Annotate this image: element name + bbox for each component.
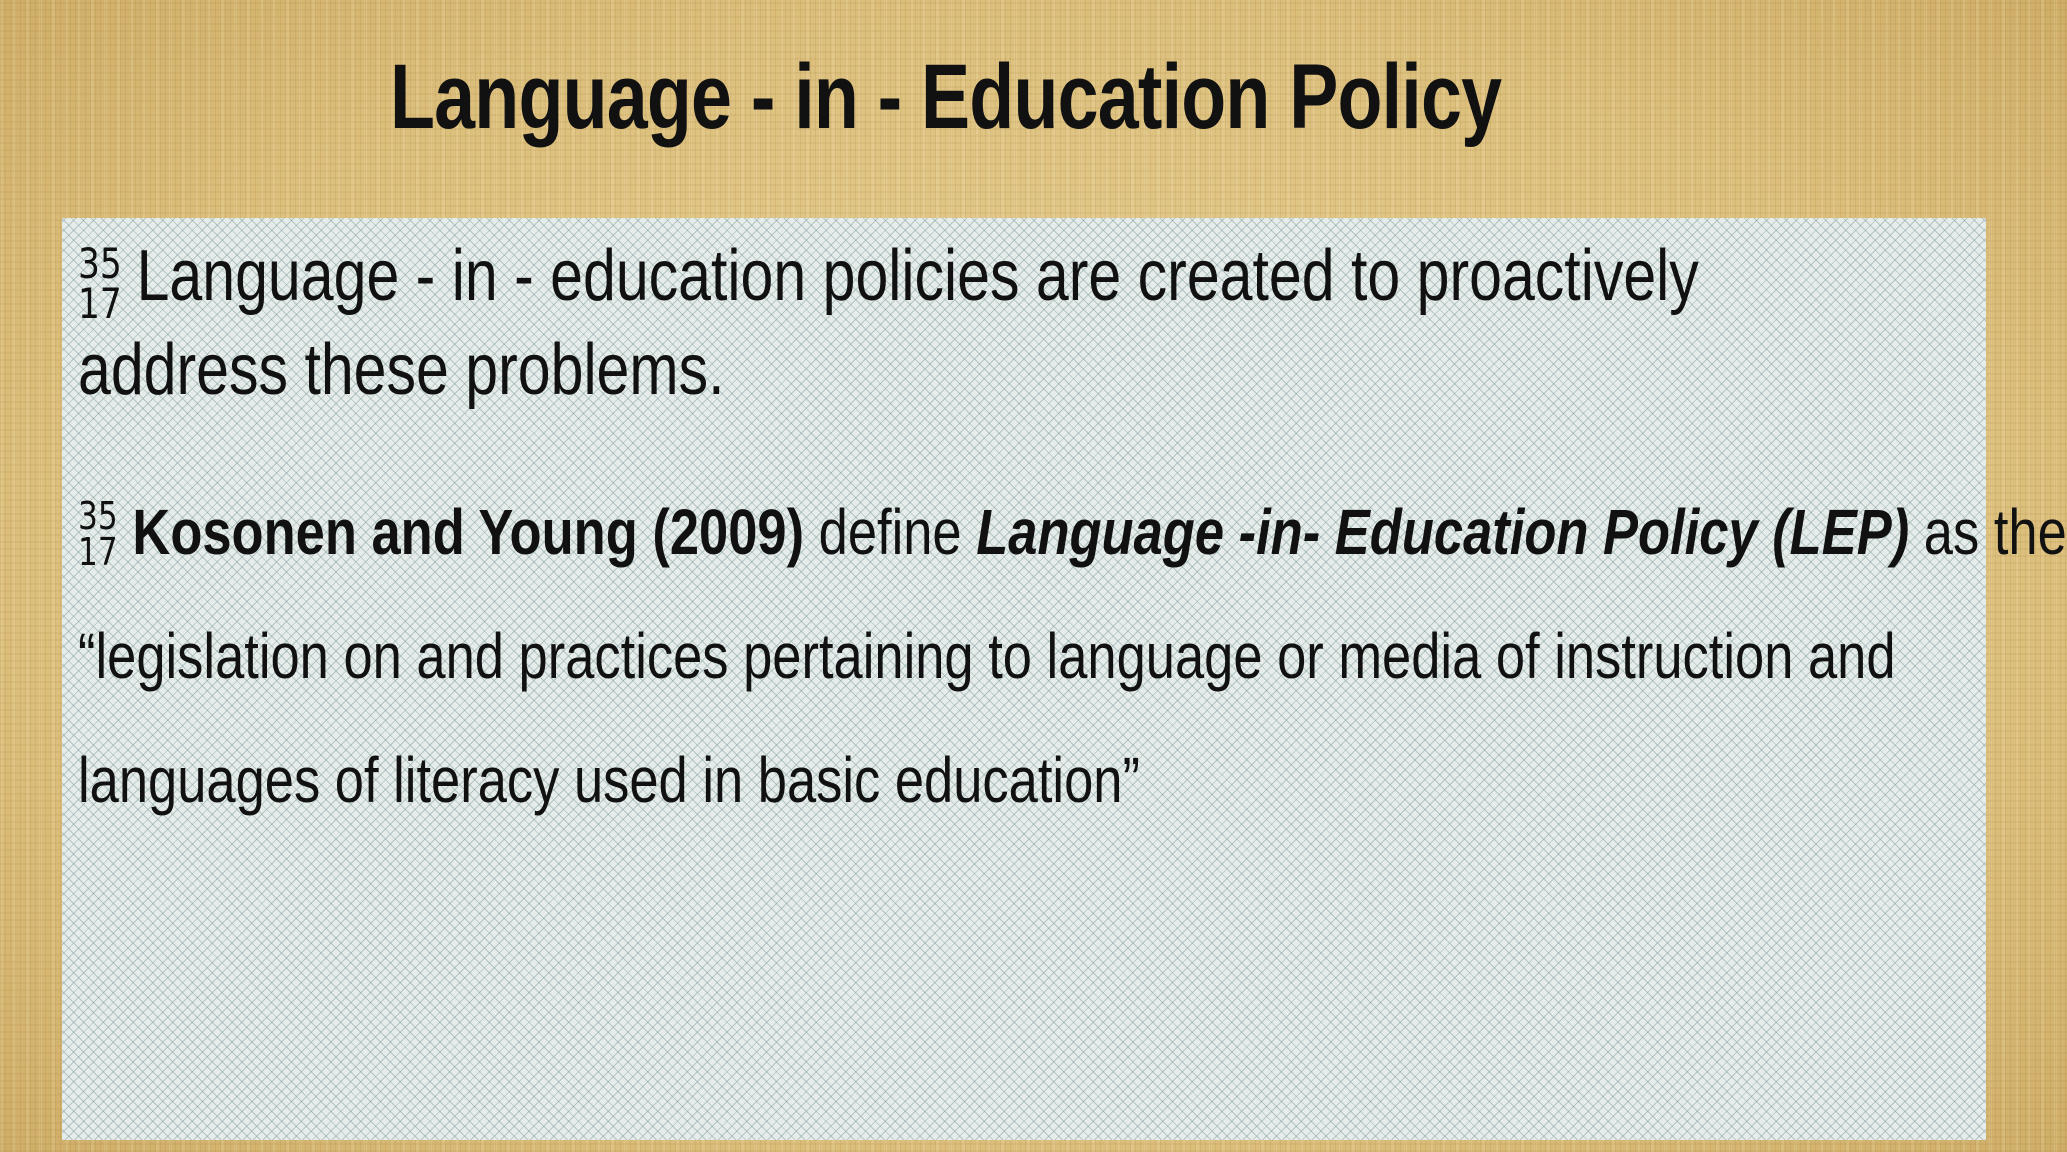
bullet-point-1 (78, 230, 1699, 416)
content-box (62, 218, 2067, 1140)
point-1-line-2: address these problems. (78, 329, 725, 410)
define-text: define (804, 496, 977, 568)
bullet-icon (78, 239, 122, 328)
bullet-point-2 (78, 470, 2067, 842)
as-the-text: as the (1909, 496, 2067, 568)
bullet-symbol-bottom: 17 (78, 278, 122, 328)
bullet-symbol-bottom: 17 (78, 530, 118, 575)
bullet-symbol-top: 35 (78, 239, 122, 288)
definition-quote-line-2: languages of literacy used in basic education” (78, 744, 1140, 816)
bullet-symbol-top: 35 (78, 494, 118, 538)
defined-term: Language -in- Education Policy (LEP) (976, 496, 1910, 568)
slide-title: Language - in - Education Policy (390, 46, 1502, 148)
citation-authors: Kosonen and Young (2009) (132, 496, 805, 568)
point-1-line-1: Language - in - education policies are created to proactively (136, 236, 1699, 316)
bullet-icon (78, 494, 118, 575)
definition-quote-line-1: “legislation on and practices pertaining to language or media of instruction and (78, 620, 1896, 692)
